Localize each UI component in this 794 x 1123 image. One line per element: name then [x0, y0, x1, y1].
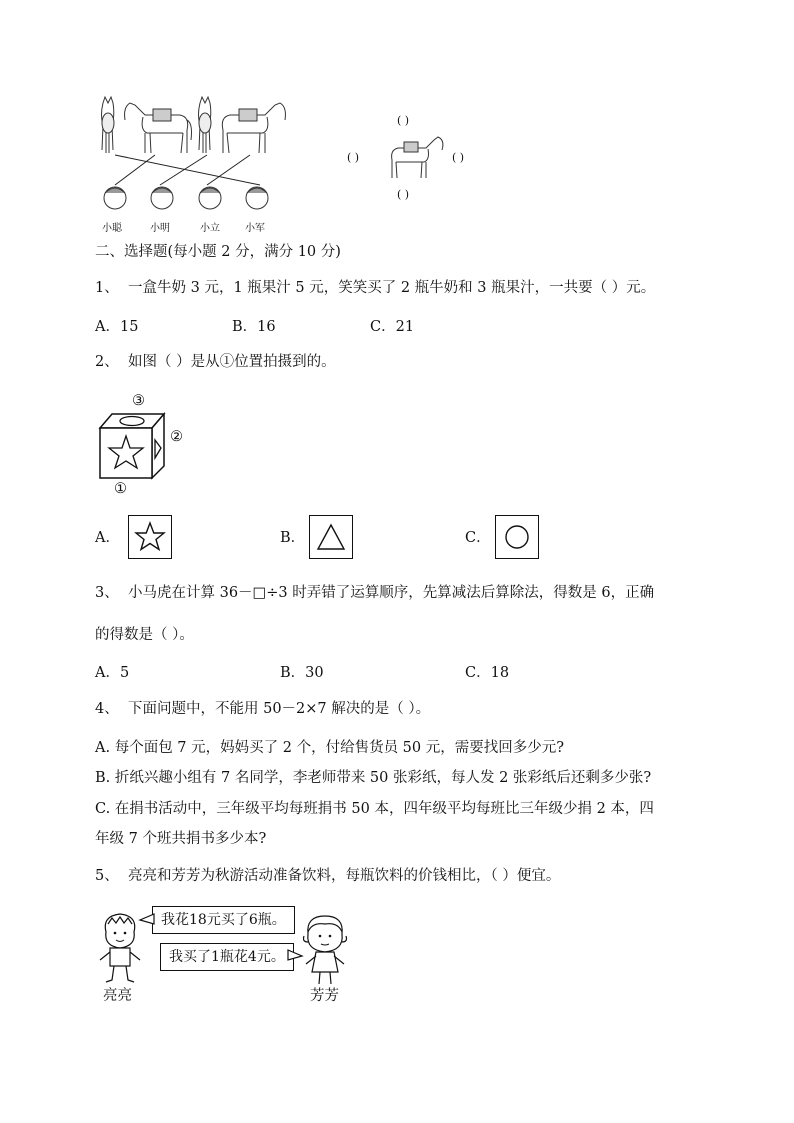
kid-name: 小立 — [200, 223, 220, 234]
section-title: 二、选择题(每小题 2 分，满分 10 分) — [95, 244, 341, 260]
question-text: 小马虎在计算 36－□÷3 时弄错了运算顺序，先算减法后算除法，得数是 6，正确 — [128, 585, 655, 601]
center-horse-illustration — [380, 132, 450, 182]
kid-name: 小明 — [150, 223, 170, 234]
option-b[interactable]: B．16 — [232, 319, 276, 335]
question-text: 如图（ ）是从①位置拍摄到的。 — [128, 354, 336, 370]
bubble-text: 我花18元买了6瓶。 — [161, 912, 286, 928]
blank-bottom: ( ) — [397, 188, 410, 201]
option-a[interactable]: A．15 — [95, 319, 139, 335]
triangle-icon — [315, 521, 347, 553]
position-3-mark: ③ — [132, 393, 145, 409]
option-c[interactable]: C． — [465, 530, 491, 546]
blank-right: ( ) — [452, 151, 465, 164]
question-number: 1、 — [95, 280, 119, 296]
option-b[interactable]: B． — [280, 530, 306, 546]
blank-left: ( ) — [347, 151, 360, 164]
blank-top: ( ) — [397, 114, 410, 127]
option-a[interactable]: A．5 — [95, 665, 130, 681]
star-icon — [134, 520, 166, 552]
name-fangfang: 芳芳 — [310, 988, 339, 1004]
kid-name: 小军 — [245, 223, 265, 234]
option-b[interactable]: B．30 — [280, 665, 324, 681]
question-number: 5、 — [95, 868, 119, 884]
option-a-star-box[interactable] — [128, 515, 172, 559]
choice-c[interactable]: C. 在捐书活动中，三年级平均每班捐书 50 本，四年级平均每班比三年级少捐 2 本，四 — [95, 801, 654, 817]
bubble-text: 我买了1瓶花4元。 — [169, 949, 285, 965]
question-text-cont: 的得数是（ ）。 — [95, 627, 194, 643]
question-number: 3、 — [95, 585, 119, 601]
name-liangliang: 亮亮 — [103, 988, 132, 1004]
kid-name: 小聪 — [102, 223, 122, 234]
position-2-mark: ② — [170, 429, 183, 445]
option-a[interactable]: A． — [95, 530, 120, 546]
question-text: 亮亮和芳芳为秋游活动准备饮料，每瓶饮料的价钱相比，（ ）便宜。 — [128, 868, 561, 884]
option-c[interactable]: C．21 — [370, 319, 415, 335]
bubble-pointer — [140, 912, 154, 926]
fangfang-figure — [300, 912, 350, 987]
option-c[interactable]: C．18 — [465, 665, 510, 681]
option-b-triangle-box[interactable] — [309, 515, 353, 559]
kid-faces — [100, 183, 290, 218]
question-text: 下面问题中，不能用 50－2×7 解决的是（ ）。 — [128, 701, 431, 717]
cube-diagram — [98, 410, 168, 480]
position-1-mark: ① — [114, 481, 127, 497]
question-number: 4、 — [95, 701, 119, 717]
choice-b[interactable]: B. 折纸兴趣小组有 7 名同学，李老师带来 50 张彩纸，每人发 2 张彩纸后还剩多少张? — [95, 770, 652, 786]
liangliang-figure — [96, 910, 144, 985]
question-number: 2、 — [95, 354, 119, 370]
bubble-liangliang — [152, 906, 295, 934]
question-text: 一盒牛奶 3 元，1 瓶果汁 5 元，笑笑买了 2 瓶牛奶和 3 瓶果汁，一共要（ ）元。 — [128, 280, 656, 296]
bubble-fangfang — [160, 943, 294, 971]
choice-c-cont: 年级 7 个班共捐书多少本? — [95, 831, 267, 847]
choice-a[interactable]: A. 每个面包 7 元，妈妈买了 2 个，付给售货员 50 元，需要找回多少元? — [95, 740, 565, 756]
circle-icon — [501, 521, 533, 553]
option-c-circle-box[interactable] — [495, 515, 539, 559]
